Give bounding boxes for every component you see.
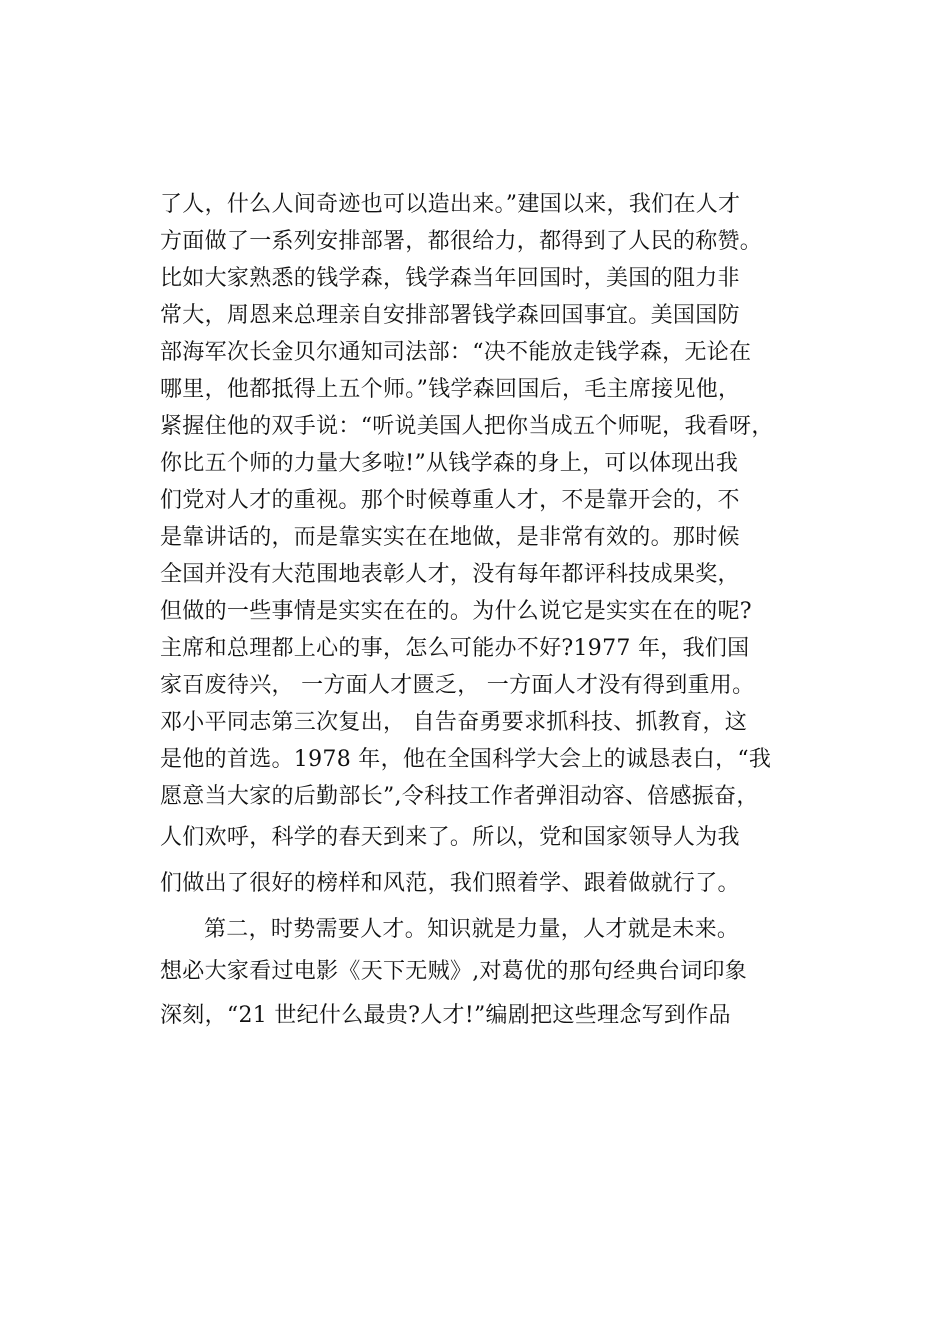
- text-line: 部海军次长金贝尔通知司法部：“决不能放走钱学森，无论在: [160, 340, 752, 365]
- text-line: 愿意当大家的后勤部长”,令科技工作者弹泪动容、倍感振奋，: [160, 784, 759, 809]
- text-line: 你比五个师的力量大多啦!”从钱学森的身上，可以体现出我: [160, 451, 739, 476]
- text-line: 深刻，“21 世纪什么最贵?人才!”编剧把这些理念写到作品: [160, 1003, 731, 1028]
- text-line: 哪里，他都抵得上五个师。”钱学森回国后，毛主席接见他，: [160, 377, 741, 402]
- text-line: 邓小平同志第三次复出， 自告奋勇要求抓科技、抓教育，这: [160, 710, 748, 735]
- text-line: 了人，什么人间奇迹也可以造出来。”建国以来，我们在人才: [160, 192, 741, 217]
- text-line: 是他的首选。1978 年，他在全国科学大会上的诚恳表白，“我: [160, 747, 772, 772]
- text-line: 但做的一些事情是实实在在的。为什么说它是实实在在的呢?: [160, 599, 752, 624]
- text-line: 是靠讲话的，而是靠实实在在地做，是非常有效的。那时候: [160, 525, 740, 550]
- text-line: 们党对人才的重视。那个时候尊重人才，不是靠开会的，不: [160, 488, 740, 513]
- text-line: 比如大家熟悉的钱学森，钱学森当年回国时，美国的阻力非: [160, 266, 740, 291]
- text-line: 人们欢呼，科学的春天到来了。所以，党和国家领导人为我: [160, 825, 740, 850]
- text-line: 主席和总理都上心的事，怎么可能办不好?1977 年，我们国: [160, 636, 750, 661]
- text-line: 常大，周恩来总理亲自安排部署钱学森回国事宜。美国国防: [160, 303, 740, 328]
- text-line: 紧握住他的双手说：“听说美国人把你当成五个师呢，我看呀，: [160, 414, 774, 439]
- text-line: 们做出了很好的榜样和风范，我们照着学、跟着做就行了。: [160, 871, 740, 896]
- body-text: [160, 186, 830, 1042]
- text-line: 全国并没有大范围地表彰人才，没有每年都评科技成果奖，: [160, 562, 740, 587]
- paragraph-start-line: 第二，时势需要人才。知识就是力量，人才就是未来。: [204, 917, 740, 942]
- text-line: 方面做了一系列安排部署，都很给力，都得到了人民的称赞。: [160, 229, 763, 254]
- text-line: 想必大家看过电影《天下无贼》,对葛优的那句经典台词印象: [160, 959, 748, 984]
- text-line: 家百废待兴， 一方面人才匮乏， 一方面人才没有得到重用。: [160, 673, 755, 698]
